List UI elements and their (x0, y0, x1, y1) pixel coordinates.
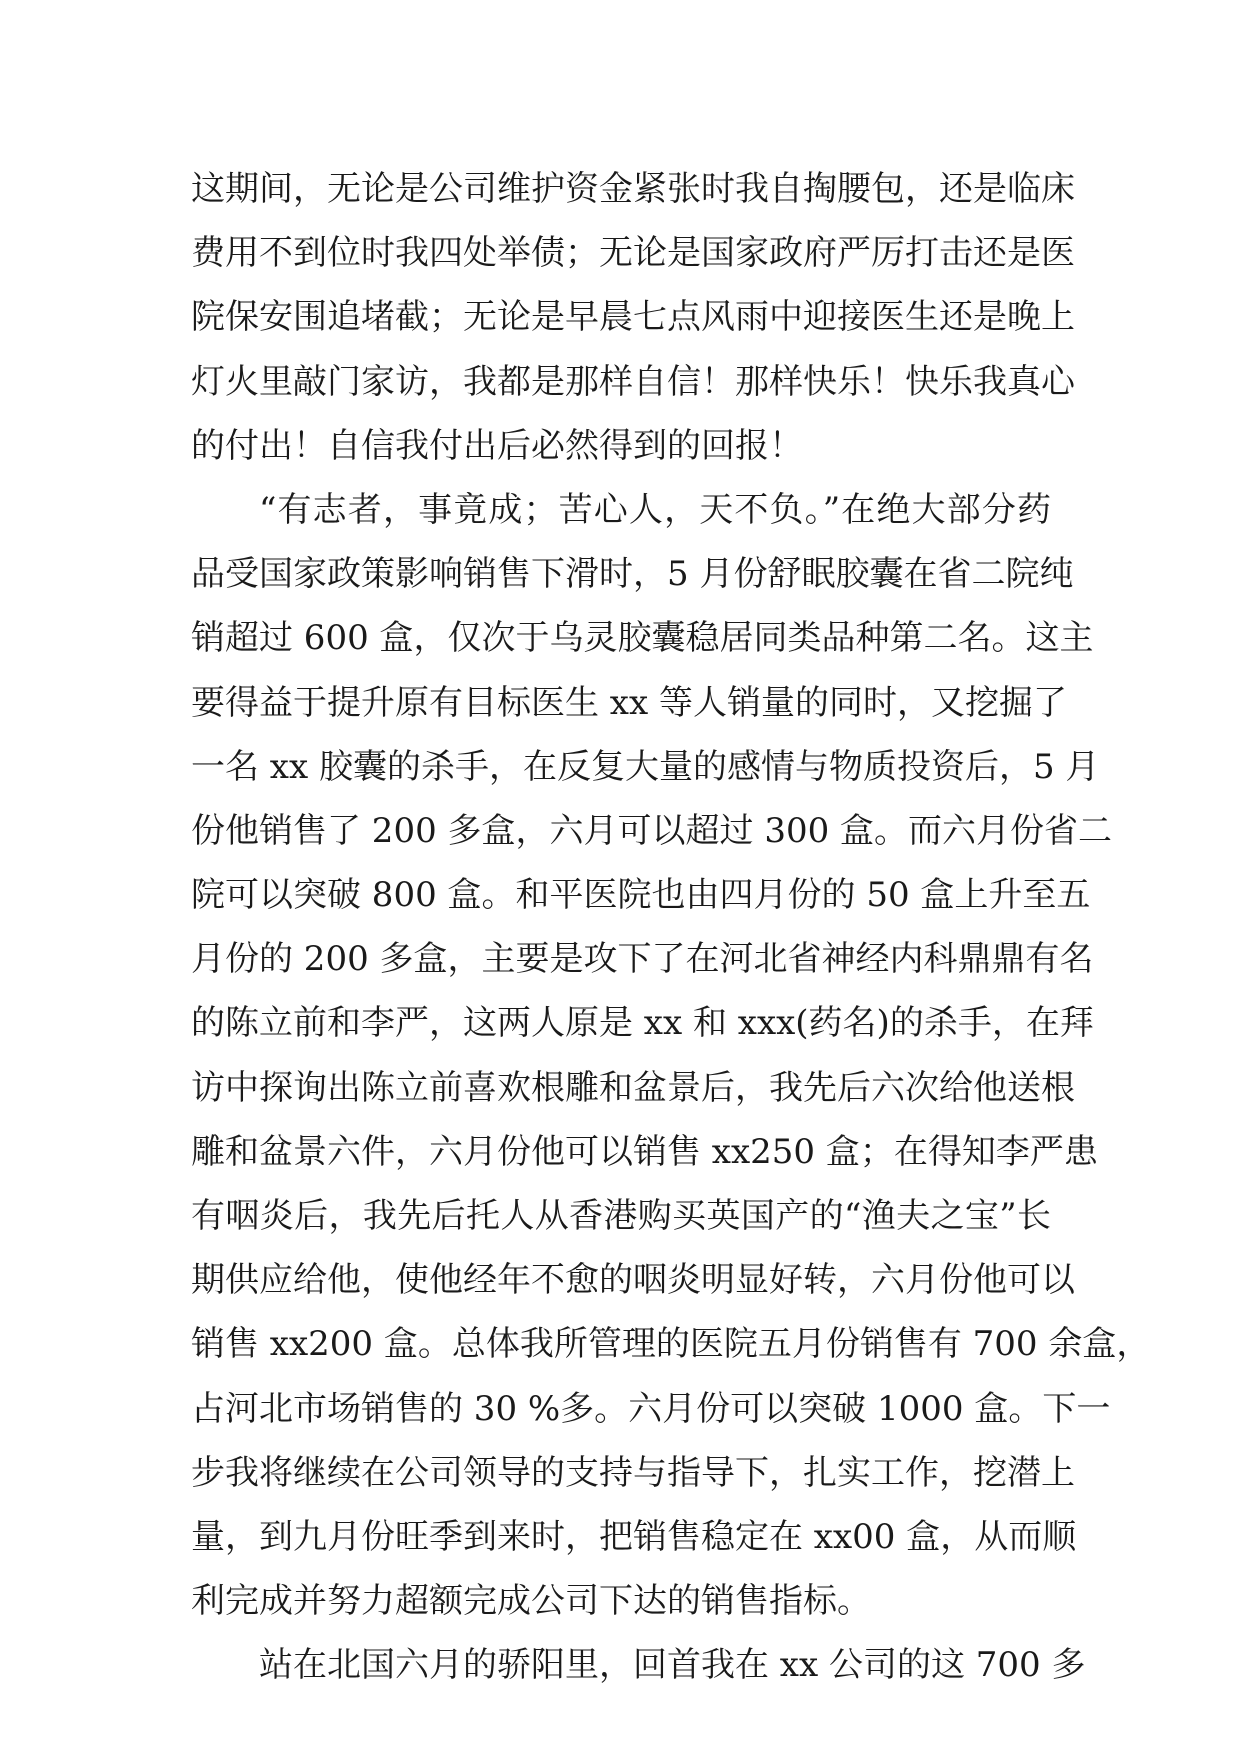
text-line: 雕和盆景六件，六月份他可以销售 xx250 盒；在得知李严患 (191, 1131, 1098, 1172)
text-line: 灯火里敲门家访，我都是那样自信！那样快乐！快乐我真心 (191, 361, 1075, 402)
text-line: 费用不到位时我四处举债；无论是国家政府严厉打击还是医 (191, 233, 1075, 274)
text-line: 销超过 600 盒，仅次于乌灵胶囊稳居同类品种第二名。这主 (191, 618, 1094, 659)
text-line: 站在北国六月的骄阳里，回首我在 xx 公司的这 700 多 (259, 1645, 1086, 1686)
document-page (191, 157, 1151, 1698)
paragraph-1 (191, 157, 1075, 478)
text-line: 院可以突破 800 盒。和平医院也由四月份的 50 盒上升至五 (191, 875, 1091, 916)
text-line: 要得益于提升原有目标医生 xx 等人销量的同时，又挖掘了 (191, 682, 1067, 723)
text-line: 这期间，无论是公司维护资金紧张时我自掏腰包，还是临床 (191, 169, 1075, 209)
text-line: 利完成并努力超额完成公司下达的销售指标。 (191, 1581, 871, 1622)
text-line: 院保安围追堵截；无论是早晨七点风雨中迎接医生还是晚上 (191, 297, 1075, 338)
text-line: 一名 xx 胶囊的杀手，在反复大量的感情与物质投资后，5 月 (191, 746, 1100, 787)
text-line: 期供应给他，使他经年不愈的咽炎明显好转，六月份他可以 (191, 1260, 1075, 1301)
text-line: 有咽炎后，我先后托人从香港购买英国产的“渔夫之宝”长 (191, 1196, 1051, 1236)
text-line: 月份的 200 多盒，主要是攻下了在河北省神经内科鼎鼎有名 (191, 939, 1094, 980)
text-line: 销售 xx200 盒。总体我所管理的医院五月份销售有 700 余盒， (191, 1324, 1151, 1365)
text-line: 份他销售了 200 多盒，六月可以超过 300 盒。而六月份省二 (191, 810, 1113, 851)
text-line: 的陈立前和李严，这两人原是 xx 和 xxx(药名)的杀手，在拜 (191, 1003, 1094, 1044)
text-line: 品受国家政策影响销售下滑时，5 月份舒眠胶囊在省二院纯 (191, 554, 1074, 595)
text-line: 占河北市场销售的 30 %多。六月份可以突破 1000 盒。下一 (191, 1388, 1111, 1429)
paragraph-3 (191, 1633, 1086, 1697)
text-line: 的付出！自信我付出后必然得到的回报！ (191, 425, 803, 466)
text-line: “有志者，事竟成；苦心人，天不负。”在绝大部分药 (259, 489, 1051, 530)
text-line: 量，到九月份旺季到来时，把销售稳定在 xx00 盒，从而顺 (191, 1516, 1077, 1557)
text-line: 访中探询出陈立前喜欢根雕和盆景后，我先后六次给他送根 (191, 1067, 1075, 1108)
paragraph-2 (191, 478, 1151, 1633)
text-line: 步我将继续在公司领导的支持与指导下，扎实工作，挖潜上 (191, 1452, 1075, 1493)
